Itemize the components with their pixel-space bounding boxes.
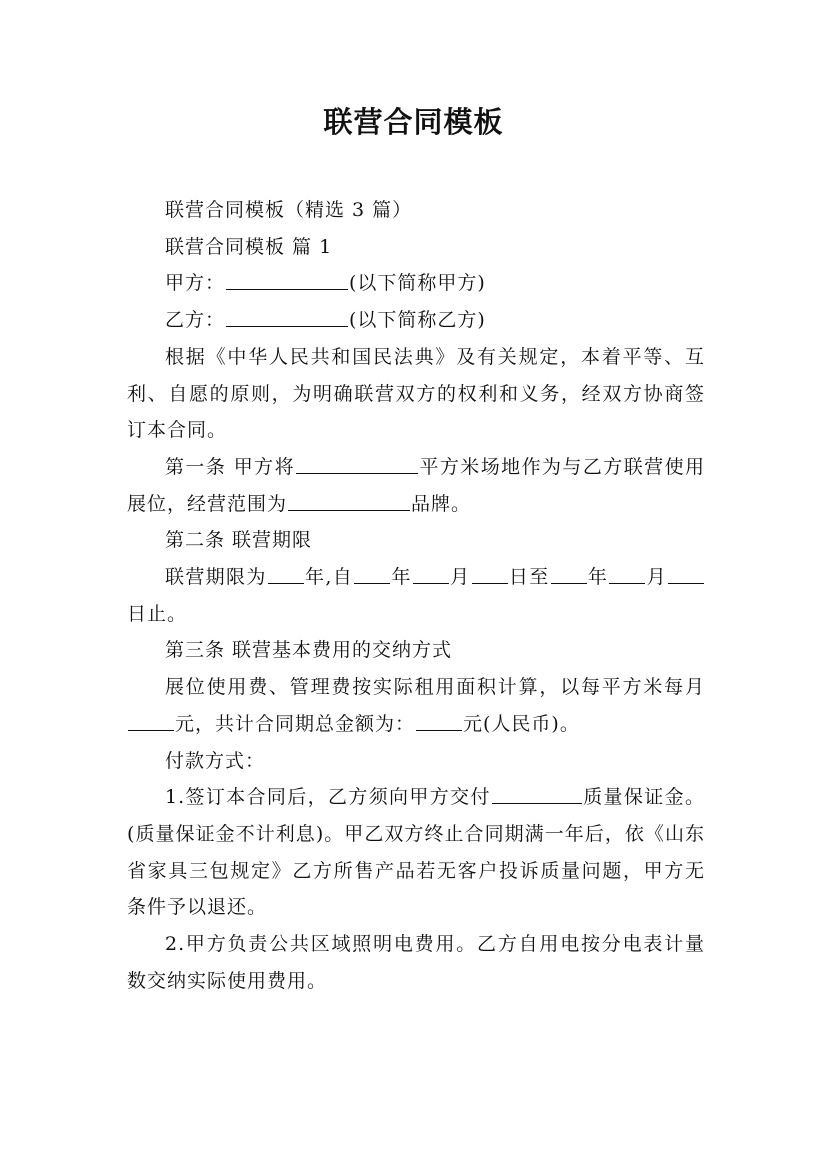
term-part-a: 联营期限为 [165,566,267,589]
fee-part-b: 元，共计合同期总金额为： [175,712,416,735]
term-part-f: 年 [587,566,609,589]
monthly-fee-blank [128,710,174,731]
subtitle-text: 联营合同模板（精选 3 篇） [165,199,413,221]
party-b-label: 乙方： [165,309,226,332]
payment-heading [127,743,705,780]
end-day-blank [668,563,704,584]
payment-item-2 [127,926,705,999]
area-blank [296,453,418,474]
part-heading-text: 联营合同模板 篇 1 [165,235,333,258]
part-heading [127,229,705,266]
term-years-blank [268,563,304,584]
term-part-g: 月 [646,566,667,589]
article-1-paragraph [127,449,705,522]
article-2-heading-text: 第二条 联营期限 [165,529,313,552]
preamble-text: 根据《中华人民共和国民法典》及有关规定，本着平等、互利、自愿的原则，为明确联营双方的权利和义务，经双方协商签订本合同。 [127,345,705,442]
payment-item-1-part-a: 1.签订本合同后，乙方须向甲方交付 [165,786,491,809]
term-part-e: 日至 [508,566,550,589]
term-part-b: 年,自 [304,566,354,589]
payment-item-1 [127,779,705,926]
term-part-d: 月 [449,566,471,589]
party-a-blank [226,269,348,290]
total-amount-blank [416,710,462,731]
article-1-part-b: 平方米场地作为与乙方联营使用展位，经营范围为 [127,455,705,515]
start-month-blank [413,563,449,584]
article-1-part-c: 品牌。 [411,492,472,515]
article-3-heading-text: 第三条 联营基本费用的交纳方式 [165,639,453,662]
article-3-heading [127,632,705,669]
party-a-suffix: (以下简称甲方) [349,272,486,295]
fee-part-a: 展位使用费、管理费按实际租用面积计算，以每平方米每月 [165,676,705,699]
fee-part-c: 元(人民币)。 [463,712,580,735]
party-a-label: 甲方： [165,272,226,295]
party-b-blank [226,306,348,327]
brand-blank [288,490,410,511]
start-year-blank [354,563,390,584]
article-2-heading [127,522,705,559]
payment-heading-text: 付款方式： [165,749,266,772]
document-title: 联营合同模板 [323,105,504,139]
party-b-line [127,302,705,339]
term-part-c: 年 [391,566,412,589]
payment-item-2-text: 2.甲方负责公共区域照明电费用。乙方自用电按分电表计量数交纳实际使用费用。 [127,933,705,992]
end-year-blank [551,563,587,584]
term-part-h: 日止。 [127,602,188,625]
preamble-paragraph [127,339,705,449]
party-b-suffix: (以下简称乙方) [349,309,486,332]
payment-item-1-part-b: 质量保证金。(质量保证金不计利息)。甲乙双方终止合同期满一年后，依《山东省家具三包规定》乙方所售产品若无客户投诉质量问题，甲方无条件予以退还。 [127,786,705,919]
deposit-blank [492,783,582,804]
document-body [127,192,705,999]
article-1-part-a: 第一条 甲方将 [165,455,296,478]
fee-paragraph [127,669,705,742]
subtitle-line [127,192,705,229]
start-day-blank [472,563,508,584]
end-month-blank [609,563,645,584]
term-paragraph [127,559,705,632]
party-a-line [127,265,705,302]
